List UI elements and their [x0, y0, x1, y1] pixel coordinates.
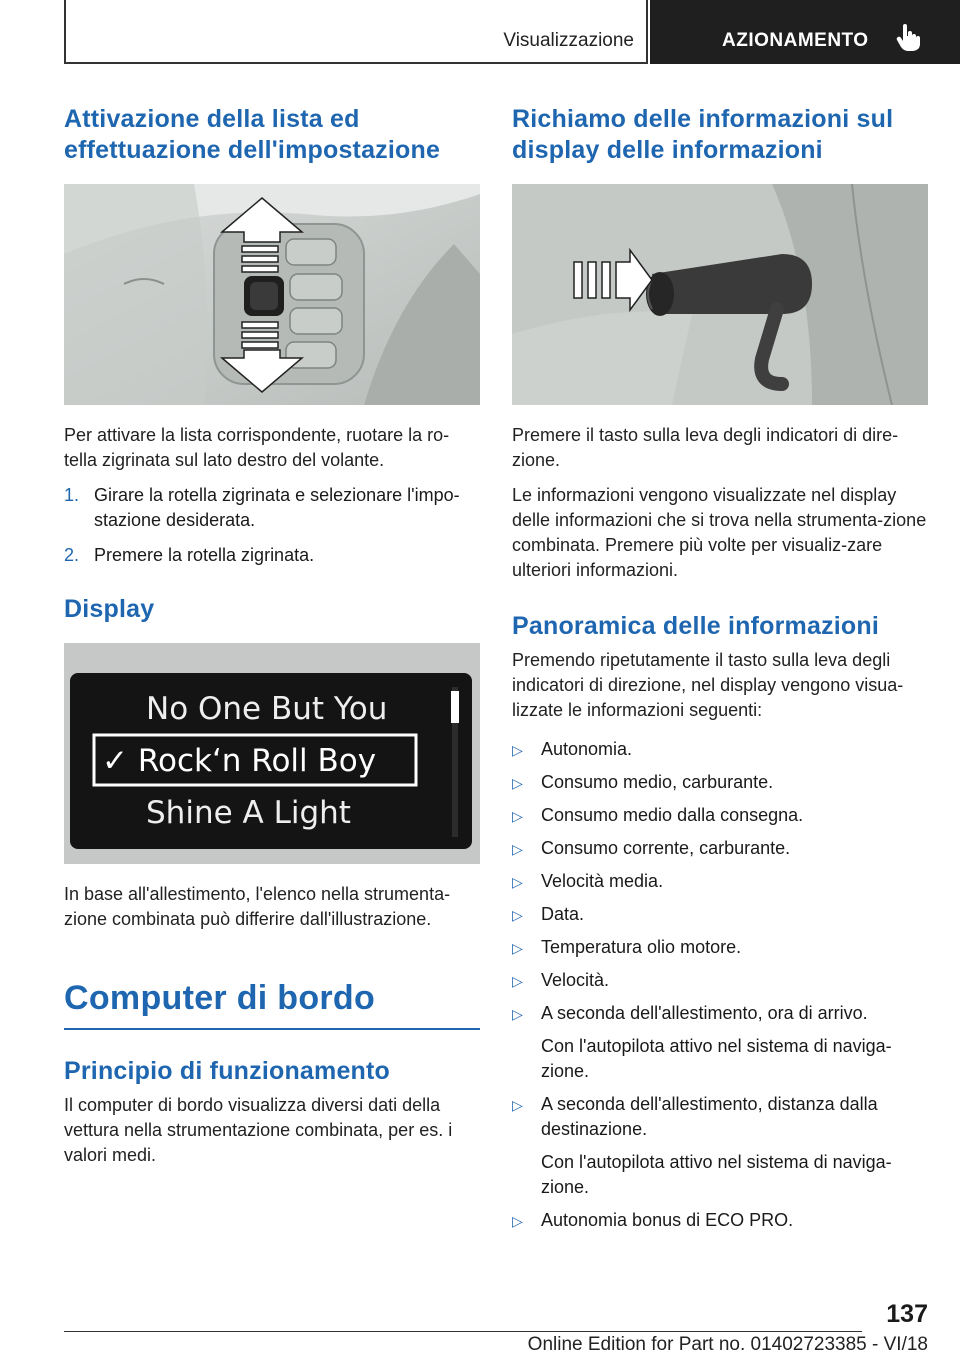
triangle-bullet-icon: ▷: [512, 940, 523, 956]
footer-edition: Online Edition for Part no. 01402723385 - VI/18: [527, 1334, 928, 1355]
heading-overview: Panoramica delle informazioni: [512, 612, 880, 640]
list-item: [512, 770, 928, 795]
step-item: [64, 483, 480, 533]
list-item: [512, 836, 928, 861]
triangle-bullet-icon: ▷: [512, 775, 523, 791]
triangle-bullet-icon: ▷: [512, 1213, 523, 1229]
list-item-text: Data.: [541, 904, 585, 924]
heading-recall-info: Richiamo delle informazioni sul display delle informazioni: [512, 105, 894, 164]
header-chapter-tab: [650, 0, 960, 64]
triangle-bullet-icon: ▷: [512, 808, 523, 824]
triangle-bullet-icon: ▷: [512, 742, 523, 758]
step-number: 2.: [64, 545, 80, 565]
list-item: [512, 902, 928, 927]
intro-text: Per attivare la lista corrispondente, ruotare la ro-tella zigrinata sul lato destro del volante.: [64, 425, 450, 470]
hand-pointer-icon: [896, 24, 922, 57]
footer-rule: [64, 1331, 862, 1332]
triangle-bullet-icon: ▷: [512, 973, 523, 989]
heading-computer-di-bordo: Computer di bordo: [64, 979, 376, 1017]
list-item-text: Consumo corrente, carburante.: [541, 838, 791, 858]
left-column: [64, 104, 480, 1178]
list-item: [512, 1208, 928, 1233]
header-section-box: [64, 0, 648, 64]
triangle-bullet-icon: ▷: [512, 874, 523, 890]
principle-text: Il computer di bordo visualizza diversi dati della vettura nella strumentazione combinata, per es. i valori medi.: [64, 1095, 453, 1165]
step-number: 1.: [64, 485, 80, 505]
triangle-bullet-icon: ▷: [512, 907, 523, 923]
steps-list: [64, 483, 480, 568]
heading-list-activation: Attivazione della lista ed effettuazione dell'impostazione: [64, 105, 441, 164]
press-text: Premere il tasto sulla leva degli indicatori di dire-zione.: [512, 425, 899, 470]
list-item: [512, 1092, 928, 1200]
triangle-bullet-icon: ▷: [512, 1097, 523, 1113]
figure-display-list: [64, 643, 480, 864]
display-item-3: Shine A Light: [146, 795, 351, 831]
header-chapter-title: AZIONAMENTO: [722, 30, 869, 51]
figure-turn-signal-lever: [512, 184, 928, 405]
heading-rule: [64, 1028, 480, 1030]
figure-steering-wheel: [64, 184, 480, 405]
list-item-text: Consumo medio, carburante.: [541, 772, 774, 792]
overview-intro: Premendo ripetutamente il tasto sulla leva degli indicatori di direzione, nel display vengono visua-lizzate le informazioni seguenti:: [512, 650, 904, 720]
list-item-text: Velocità media.: [541, 871, 664, 891]
display-note: In base all'allestimento, l'elenco nella strumenta-zione combinata può differire dall'illustrazione.: [64, 884, 451, 929]
list-item-text: Temperatura olio motore.: [541, 937, 742, 957]
display-item-1: No One But You: [146, 691, 388, 727]
list-item-text: Autonomia bonus di ECO PRO.: [541, 1210, 794, 1230]
list-item-text: A seconda dell'allestimento, ora di arrivo.: [541, 1003, 868, 1023]
heading-principle: Principio di funzionamento: [64, 1057, 391, 1085]
info-list: [512, 737, 928, 1233]
list-item: [512, 737, 928, 762]
page-number: 137: [886, 1300, 928, 1328]
list-item-text: A seconda dell'allestimento, distanza dalla destinazione.: [541, 1094, 878, 1139]
heading-display: Display: [64, 595, 155, 623]
header-section-title: Visualizzazione: [503, 30, 634, 51]
list-item: [512, 935, 928, 960]
list-item: [512, 803, 928, 828]
list-item: [512, 869, 928, 894]
step-item: [64, 543, 480, 568]
list-item-subtext: Con l'autopilota attivo nel sistema di naviga-zione.: [541, 1152, 892, 1197]
triangle-bullet-icon: ▷: [512, 841, 523, 857]
list-item-subtext: Con l'autopilota attivo nel sistema di naviga-zione.: [541, 1036, 892, 1081]
list-item-text: Autonomia.: [541, 739, 633, 759]
display-item-2-selected: ✓ Rock‘n Roll Boy: [102, 743, 377, 779]
triangle-bullet-icon: ▷: [512, 1006, 523, 1022]
list-item-text: Consumo medio dalla consegna.: [541, 805, 804, 825]
list-item-text: Velocità.: [541, 970, 610, 990]
list-item: [512, 1001, 928, 1084]
right-column: [512, 104, 928, 1241]
step-text: Premere la rotella zigrinata.: [94, 545, 315, 565]
info-text: Le informazioni vengono visualizzate nel display delle informazioni che si trova nella strumenta-zione combinata. Premere più volte per visualiz-zare ulteriori informazioni.: [512, 485, 927, 580]
step-text: Girare la rotella zigrinata e selezionare l'impo-stazione desiderata.: [94, 485, 460, 530]
list-item: [512, 968, 928, 993]
